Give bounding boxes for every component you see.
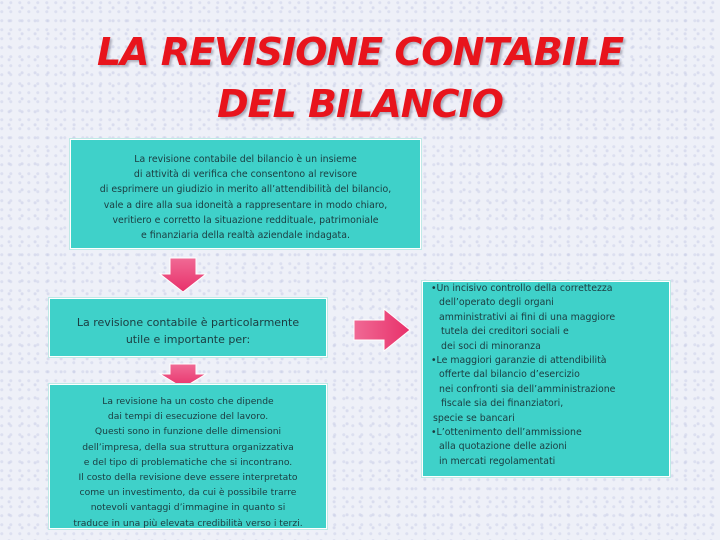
cost-line: e del tipo di problematiche che si incontrano. bbox=[83, 456, 293, 468]
page-title-line-1: LA REVISIONE CONTABILE bbox=[96, 30, 624, 74]
benefit-line: •Un incisivo controllo della correttezza bbox=[431, 283, 613, 294]
cost-line: traduce in una più elevata credibilità verso i terzi. bbox=[73, 517, 303, 529]
benefit-line: in mercati regolamentati bbox=[439, 455, 556, 467]
definition-line: di attività di verifica che consentono al revisore bbox=[133, 169, 358, 181]
definition-line: veritiero e corretto la situazione reddituale, patrimoniale bbox=[112, 214, 379, 226]
benefit-line: specie se bancari bbox=[433, 412, 515, 424]
importance-line: La revisione contabile è particolarmente bbox=[76, 316, 300, 329]
page-title-line-2: DEL BILANCIO bbox=[217, 82, 503, 126]
importance-box bbox=[49, 298, 327, 357]
cost-line: Il costo della revisione deve essere interpretato bbox=[78, 472, 298, 484]
definition-line: La revisione contabile del bilancio è un insieme bbox=[134, 154, 357, 165]
cost-line: La revisione ha un costo che dipende bbox=[102, 396, 274, 407]
definition-line: e finanziaria della realtà aziendale indagata. bbox=[141, 230, 350, 242]
benefit-line: dell’operato degli organi bbox=[439, 297, 554, 309]
arrow-down-icon bbox=[158, 256, 208, 294]
benefit-line: nei confronti sia dell’amministrazione bbox=[439, 383, 616, 395]
cost-line: notevoli vantaggi d’immagine in quanto si bbox=[90, 502, 286, 514]
benefit-line: tutela dei creditori sociali e bbox=[441, 326, 569, 338]
benefit-line: •Le maggiori garanzie di attendibilità bbox=[431, 355, 607, 367]
cost-line: Questi sono in funzione delle dimensioni bbox=[94, 426, 282, 438]
definition-box bbox=[70, 139, 421, 249]
benefit-line: fiscale sia dei finanziatori, bbox=[441, 398, 564, 410]
importance-line: utile e importante per: bbox=[125, 333, 251, 346]
definition-line: di esprimere un giudizio in merito all’attendibilità del bilancio, bbox=[99, 184, 392, 196]
benefit-line: offerte dal bilancio d’esercizio bbox=[439, 369, 580, 381]
benefits-box bbox=[422, 281, 670, 477]
arrow-right-icon bbox=[352, 307, 412, 353]
cost-box bbox=[49, 384, 327, 529]
benefit-line: amministrativi ai fini di una maggiore bbox=[439, 311, 616, 323]
benefit-line: dei soci di minoranza bbox=[441, 340, 541, 352]
benefit-line: alla quotazione delle azioni bbox=[439, 441, 567, 453]
cost-line: come un investimento, da cui è possibile trarre bbox=[79, 487, 297, 499]
definition-line: vale a dire alla sua idoneità a rappresentare in modo chiaro, bbox=[103, 199, 388, 211]
cost-line: dai tempi di esecuzione del lavoro. bbox=[107, 411, 269, 423]
benefit-line: •L’ottenimento dell’ammissione bbox=[431, 427, 582, 439]
cost-line: dell’impresa, della sua struttura organizzativa bbox=[82, 441, 294, 453]
